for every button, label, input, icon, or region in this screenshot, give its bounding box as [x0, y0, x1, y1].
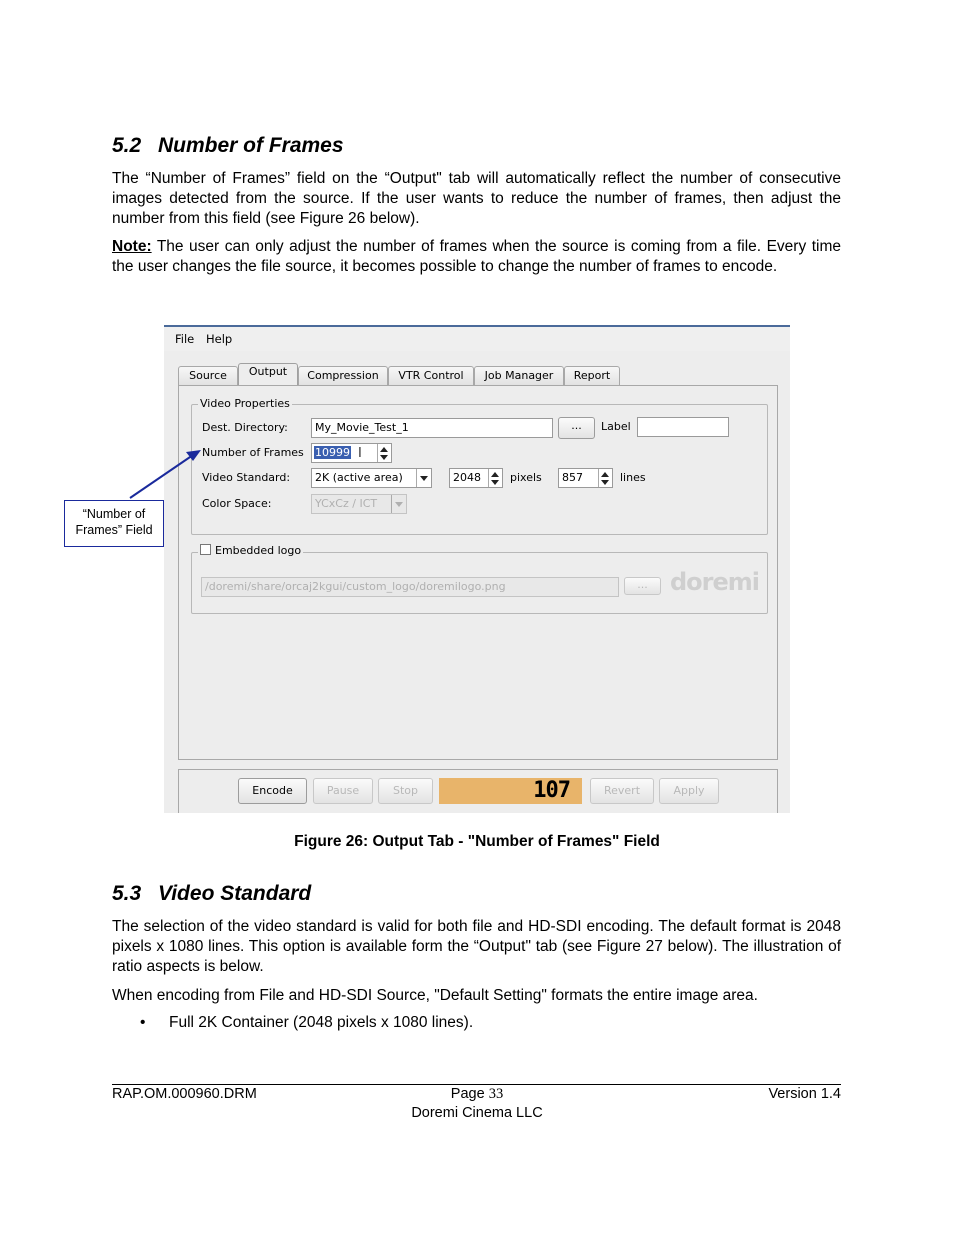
encode-button[interactable]: Encode [238, 778, 307, 804]
pixels-input[interactable]: 2048 [449, 468, 503, 488]
footer-doc-id: RAP.OM.000960.DRM [112, 1086, 257, 1102]
stop-button[interactable]: Stop [378, 778, 433, 804]
group-title: Video Properties [200, 397, 290, 410]
menu-file[interactable]: File [175, 332, 195, 346]
lines-label: lines [620, 471, 646, 484]
tab-report[interactable]: Report [564, 366, 620, 385]
tab-vtr-control[interactable]: VTR Control [388, 366, 474, 385]
color-space-select[interactable]: YCxCz / ICT [311, 494, 407, 514]
footer-version: Version 1.4 [768, 1086, 841, 1102]
section-heading-5-3: 5.3 Video Standard [112, 882, 312, 905]
frame-counter: 107 [439, 778, 582, 804]
section-heading-5-2: 5.2 Number of Frames [112, 134, 344, 157]
list-item: • Full 2K Container (2048 pixels x 1080 lines). [140, 1014, 474, 1031]
color-space-label: Color Space: [202, 497, 272, 510]
lines-input[interactable]: 857 [558, 468, 613, 488]
dest-directory-label: Dest. Directory: [202, 421, 288, 434]
dest-directory-input[interactable]: My_Movie_Test_1 [311, 418, 553, 438]
revert-button[interactable]: Revert [590, 778, 654, 804]
video-standard-label: Video Standard: [202, 471, 291, 484]
tab-compression[interactable]: Compression [298, 366, 388, 385]
apply-button[interactable]: Apply [659, 778, 719, 804]
note-label: Note: [112, 238, 152, 255]
figure-caption: Figure 26: Output Tab - "Number of Frames" Field [294, 833, 660, 850]
pixels-label: pixels [510, 471, 542, 484]
tab-job-manager[interactable]: Job Manager [474, 366, 564, 385]
footer-divider [112, 1084, 841, 1085]
browse-button[interactable]: ... [558, 417, 595, 439]
pause-button[interactable]: Pause [313, 778, 373, 804]
label-label: Label [601, 420, 631, 433]
frames-value-selected: 10999 [315, 446, 350, 459]
paragraph: The “Number of Frames” field on the “Output" tab will automatically reflect the number of consecutive images detected from the source. If the user wants to reduce the number of frames, then adjust the number from this field (see Figure 26 below). [112, 170, 841, 227]
doremi-logo: doremi [670, 568, 760, 596]
embedded-logo-label: Embedded logo [215, 544, 302, 557]
footer-company: Doremi Cinema LLC [411, 1105, 543, 1121]
tab-source[interactable]: Source [178, 366, 238, 385]
note-paragraph: Note: The user can only adjust the number of frames when the source is coming from a file. Every time the user changes the file source, it becomes possible to change the number of frames to encode. [112, 238, 841, 275]
tab-output[interactable]: Output [238, 363, 298, 386]
number-of-frames-label: Number of Frames [202, 446, 304, 459]
menu-help[interactable]: Help [206, 332, 233, 346]
paragraph: When encoding from File and HD-SDI Source, "Default Setting" formats the entire image area. [112, 987, 758, 1004]
video-standard-select[interactable]: 2K (active area) [311, 468, 432, 488]
callout-box: “Number of Frames” Field [64, 500, 164, 547]
footer-page: Page 33 [450, 1086, 504, 1102]
logo-path-input[interactable]: /doremi/share/orcaj2kgui/custom_logo/doremilogo.png [201, 577, 619, 597]
text-cursor-icon: I [358, 446, 362, 461]
logo-browse-button[interactable]: ... [624, 577, 661, 595]
paragraph: The selection of the video standard is valid for both file and HD-SDI encoding. The default format is 2048 pixels x 1080 lines. This option is available form the “Output" tab (see Figure 27 below). The illustration of ratio aspects is below. [112, 918, 841, 975]
